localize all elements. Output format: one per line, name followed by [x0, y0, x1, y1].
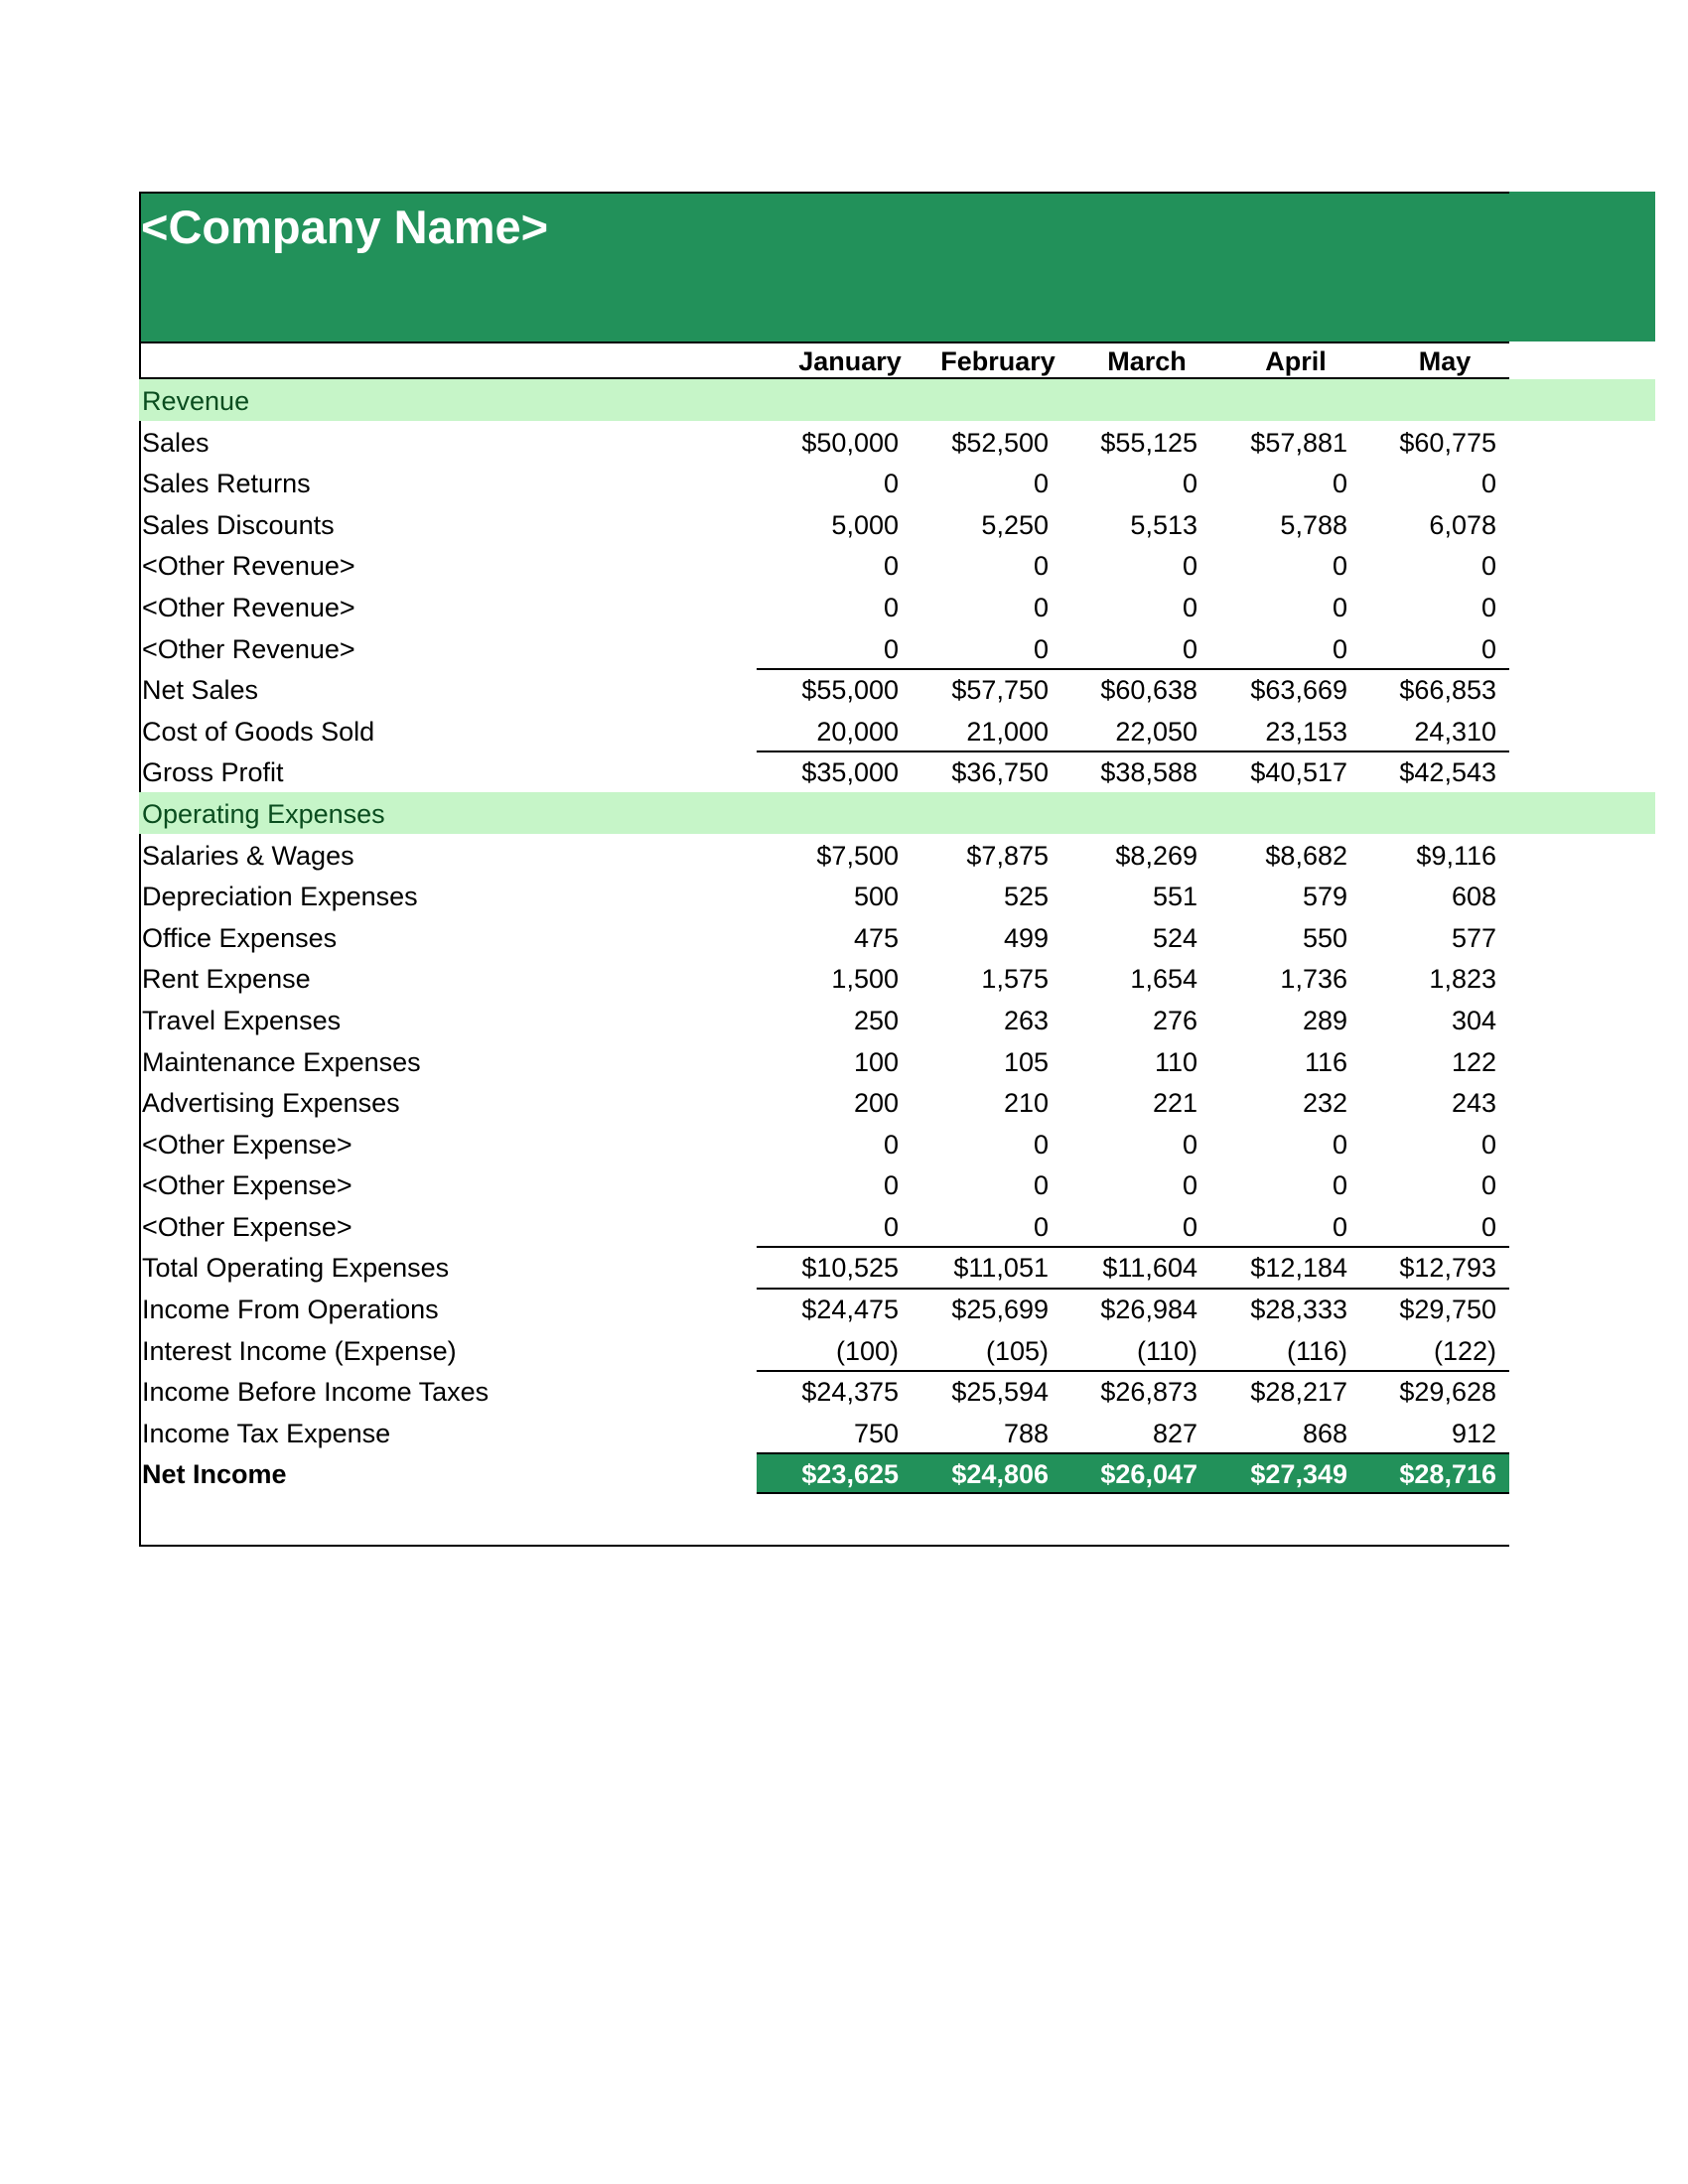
- row-label[interactable]: Cost of Goods Sold: [142, 716, 375, 747]
- value-cell-march[interactable]: 22,050: [1115, 716, 1197, 747]
- value-cell-january[interactable]: 0: [883, 551, 899, 582]
- value-cell-march[interactable]: 0: [1182, 592, 1197, 622]
- table-row: [139, 1288, 1655, 1329]
- value-cell-january[interactable]: 0: [883, 1129, 899, 1160]
- row-label[interactable]: Salaries & Wages: [142, 840, 354, 871]
- value-cell-march[interactable]: 1,654: [1130, 964, 1197, 995]
- row-label[interactable]: Net Income: [142, 1459, 287, 1490]
- value-cell-january[interactable]: 500: [853, 882, 899, 912]
- value-cell-february[interactable]: 0: [1033, 1129, 1049, 1160]
- table-row: [139, 668, 1655, 710]
- value-cell-april[interactable]: 5,788: [1280, 509, 1347, 540]
- row-label[interactable]: Income From Operations: [142, 1295, 439, 1325]
- value-cell-february[interactable]: (105): [985, 1335, 1049, 1366]
- table-row: [139, 751, 1655, 792]
- table-row: [139, 586, 1655, 627]
- row-label[interactable]: Rent Expense: [142, 964, 311, 995]
- table-row: [139, 710, 1655, 751]
- value-cell-january[interactable]: 20,000: [816, 716, 899, 747]
- value-cell-may[interactable]: $28,716: [1399, 1459, 1496, 1490]
- row-label[interactable]: Income Before Income Taxes: [142, 1377, 490, 1408]
- row-label[interactable]: <Other Expense>: [142, 1170, 352, 1201]
- value-cell-april[interactable]: 868: [1302, 1418, 1347, 1448]
- row-label[interactable]: Sales Discounts: [142, 509, 335, 540]
- value-cell-march[interactable]: $26,047: [1100, 1459, 1197, 1490]
- value-cell-april[interactable]: 0: [1332, 633, 1347, 664]
- row-label[interactable]: Depreciation Expenses: [142, 882, 418, 912]
- value-cell-february[interactable]: 499: [1003, 922, 1049, 953]
- value-cell-february[interactable]: $25,594: [951, 1377, 1049, 1408]
- value-cell-april[interactable]: $63,669: [1250, 675, 1347, 706]
- table-row: [139, 1081, 1655, 1123]
- row-label[interactable]: Sales: [142, 427, 210, 458]
- month-header-march[interactable]: March: [1107, 346, 1187, 376]
- value-cell-march[interactable]: $8,269: [1115, 840, 1197, 871]
- row-label[interactable]: Travel Expenses: [142, 1005, 342, 1035]
- value-cell-february[interactable]: 0: [1033, 1211, 1049, 1242]
- value-cell-march[interactable]: 524: [1152, 922, 1197, 953]
- value-cell-march[interactable]: 110: [1154, 1046, 1197, 1077]
- value-cell-april[interactable]: 0: [1332, 1211, 1347, 1242]
- total-rule: [757, 1246, 1509, 1248]
- value-cell-april[interactable]: 1,736: [1280, 964, 1347, 995]
- value-cell-january[interactable]: 475: [853, 922, 899, 953]
- table-row: [139, 834, 1655, 876]
- value-cell-may[interactable]: 6,078: [1429, 509, 1496, 540]
- value-cell-may[interactable]: $29,628: [1399, 1377, 1496, 1408]
- value-cell-march[interactable]: 276: [1152, 1005, 1197, 1035]
- value-cell-january[interactable]: $35,000: [801, 757, 899, 788]
- value-cell-april[interactable]: $57,881: [1250, 427, 1347, 458]
- value-cell-april[interactable]: 0: [1332, 1129, 1347, 1160]
- value-cell-february[interactable]: 105: [1003, 1046, 1049, 1077]
- value-cell-may[interactable]: $29,750: [1399, 1295, 1496, 1325]
- value-cell-march[interactable]: 0: [1182, 633, 1197, 664]
- value-cell-april[interactable]: $8,682: [1265, 840, 1347, 871]
- value-cell-january[interactable]: 1,500: [831, 964, 899, 995]
- row-label[interactable]: <Other Revenue>: [142, 633, 355, 664]
- value-cell-april[interactable]: $28,217: [1250, 1377, 1347, 1408]
- row-label[interactable]: <Other Revenue>: [142, 551, 355, 582]
- row-label[interactable]: Income Tax Expense: [142, 1418, 391, 1448]
- value-cell-march[interactable]: 221: [1152, 1088, 1197, 1119]
- value-cell-february[interactable]: $25,699: [951, 1295, 1049, 1325]
- value-cell-may[interactable]: 0: [1480, 592, 1496, 622]
- value-cell-february[interactable]: $57,750: [951, 675, 1049, 706]
- value-cell-february[interactable]: 0: [1033, 633, 1049, 664]
- value-cell-may[interactable]: 304: [1451, 1005, 1496, 1035]
- net-income-row: [139, 1452, 1655, 1494]
- table-row: [139, 1370, 1655, 1412]
- value-cell-march[interactable]: 5,513: [1130, 509, 1197, 540]
- value-cell-april[interactable]: 0: [1332, 592, 1347, 622]
- value-cell-january[interactable]: $24,375: [801, 1377, 899, 1408]
- value-cell-march[interactable]: 0: [1182, 1170, 1197, 1201]
- value-cell-february[interactable]: 0: [1033, 592, 1049, 622]
- value-cell-february[interactable]: $7,875: [966, 840, 1049, 871]
- value-cell-may[interactable]: 0: [1480, 469, 1496, 499]
- value-cell-january[interactable]: 0: [883, 1211, 899, 1242]
- value-cell-march[interactable]: $38,588: [1100, 757, 1197, 788]
- company-name[interactable]: <Company Name>: [141, 201, 549, 253]
- value-cell-january[interactable]: 750: [853, 1418, 899, 1448]
- table-row: [139, 1246, 1655, 1288]
- month-header-january[interactable]: January: [798, 346, 902, 376]
- table-row: [139, 957, 1655, 999]
- row-label[interactable]: Operating Expenses: [142, 798, 385, 829]
- total-rule: [757, 1288, 1509, 1290]
- value-cell-may[interactable]: 0: [1480, 1129, 1496, 1160]
- row-label[interactable]: Interest Income (Expense): [142, 1335, 457, 1366]
- value-cell-may[interactable]: 0: [1480, 1170, 1496, 1201]
- value-cell-april[interactable]: 579: [1302, 882, 1347, 912]
- value-cell-january[interactable]: 0: [883, 633, 899, 664]
- value-cell-january[interactable]: $55,000: [801, 675, 899, 706]
- section-header-row: [139, 379, 1655, 421]
- row-label[interactable]: <Other Expense>: [142, 1211, 352, 1242]
- table-row: [139, 503, 1655, 545]
- value-cell-april[interactable]: $27,349: [1250, 1459, 1347, 1490]
- table-row: [139, 875, 1655, 916]
- value-cell-january[interactable]: $7,500: [816, 840, 899, 871]
- value-cell-april[interactable]: 232: [1302, 1088, 1347, 1119]
- value-cell-may[interactable]: $12,793: [1399, 1253, 1496, 1284]
- value-cell-march[interactable]: 0: [1182, 1129, 1197, 1160]
- table-row: [139, 1040, 1655, 1082]
- table-row: [139, 1123, 1655, 1164]
- value-cell-february[interactable]: 5,250: [981, 509, 1049, 540]
- statement-rows: [139, 379, 1655, 1494]
- table-row: [139, 916, 1655, 958]
- total-rule: [757, 1370, 1509, 1372]
- value-cell-february[interactable]: 0: [1033, 551, 1049, 582]
- value-cell-march[interactable]: 0: [1182, 551, 1197, 582]
- value-cell-january[interactable]: 0: [883, 1170, 899, 1201]
- month-header-february[interactable]: February: [940, 346, 1055, 376]
- value-cell-march[interactable]: 551: [1152, 882, 1197, 912]
- month-header-may[interactable]: May: [1418, 346, 1472, 376]
- value-cell-march[interactable]: $26,873: [1100, 1377, 1197, 1408]
- value-cell-january[interactable]: 0: [883, 592, 899, 622]
- value-cell-may[interactable]: $66,853: [1399, 675, 1496, 706]
- value-cell-february[interactable]: $11,051: [953, 1253, 1049, 1284]
- value-cell-january[interactable]: $10,525: [801, 1253, 899, 1284]
- value-cell-may[interactable]: 912: [1451, 1418, 1496, 1448]
- value-cell-may[interactable]: 0: [1480, 551, 1496, 582]
- value-cell-may[interactable]: $60,775: [1399, 427, 1496, 458]
- table-row: [139, 999, 1655, 1040]
- value-cell-january[interactable]: 200: [853, 1088, 899, 1119]
- total-rule: [757, 668, 1509, 670]
- total-rule: [757, 751, 1509, 752]
- value-cell-january[interactable]: (100): [835, 1335, 899, 1366]
- value-cell-january[interactable]: 100: [853, 1046, 899, 1077]
- value-cell-april[interactable]: $28,333: [1250, 1295, 1347, 1325]
- table-row: [139, 421, 1655, 463]
- value-cell-january[interactable]: 5,000: [831, 509, 899, 540]
- value-cell-january[interactable]: 0: [883, 469, 899, 499]
- value-cell-april[interactable]: 116: [1304, 1046, 1347, 1077]
- value-cell-may[interactable]: $42,543: [1399, 757, 1496, 788]
- row-label[interactable]: Maintenance Expenses: [142, 1046, 421, 1077]
- value-cell-march[interactable]: $55,125: [1100, 427, 1197, 458]
- value-cell-february[interactable]: 21,000: [966, 716, 1049, 747]
- value-cell-january[interactable]: 250: [853, 1005, 899, 1035]
- value-cell-april[interactable]: $40,517: [1250, 757, 1347, 788]
- value-cell-february[interactable]: 263: [1003, 1005, 1049, 1035]
- value-cell-april[interactable]: 0: [1332, 551, 1347, 582]
- value-cell-may[interactable]: 122: [1451, 1046, 1496, 1077]
- value-cell-april[interactable]: $12,184: [1250, 1253, 1347, 1284]
- row-label[interactable]: <Other Expense>: [142, 1129, 352, 1160]
- table-row: [139, 462, 1655, 503]
- value-cell-february[interactable]: 525: [1003, 882, 1049, 912]
- value-cell-february[interactable]: 0: [1033, 1170, 1049, 1201]
- value-cell-april[interactable]: 0: [1332, 469, 1347, 499]
- value-cell-february[interactable]: 788: [1003, 1418, 1049, 1448]
- value-cell-february[interactable]: $24,806: [951, 1459, 1049, 1490]
- month-header-april[interactable]: April: [1265, 346, 1327, 376]
- row-label[interactable]: Gross Profit: [142, 757, 284, 788]
- value-cell-april[interactable]: 23,153: [1265, 716, 1347, 747]
- row-label[interactable]: Advertising Expenses: [142, 1088, 400, 1119]
- value-cell-february[interactable]: $52,500: [951, 427, 1049, 458]
- month-header-row: [139, 341, 1509, 379]
- value-cell-march[interactable]: 0: [1182, 469, 1197, 499]
- value-cell-january[interactable]: $50,000: [801, 427, 899, 458]
- table-row: [139, 627, 1655, 669]
- value-cell-may[interactable]: 24,310: [1414, 716, 1496, 747]
- value-cell-march[interactable]: $11,604: [1102, 1253, 1197, 1284]
- value-cell-april[interactable]: (116): [1286, 1335, 1347, 1366]
- table-row: [139, 544, 1655, 586]
- row-label[interactable]: Revenue: [142, 386, 250, 416]
- value-cell-january[interactable]: $23,625: [801, 1459, 899, 1490]
- value-cell-february[interactable]: 210: [1003, 1088, 1049, 1119]
- value-cell-february[interactable]: 0: [1033, 469, 1049, 499]
- value-cell-february[interactable]: $36,750: [951, 757, 1049, 788]
- value-cell-april[interactable]: 550: [1302, 922, 1347, 953]
- value-cell-may[interactable]: 243: [1451, 1088, 1496, 1119]
- value-cell-march[interactable]: (110): [1136, 1335, 1197, 1366]
- table-row: [139, 1329, 1655, 1371]
- value-cell-may[interactable]: 0: [1480, 633, 1496, 664]
- row-label[interactable]: Net Sales: [142, 675, 259, 706]
- value-cell-march[interactable]: 827: [1152, 1418, 1197, 1448]
- value-cell-march[interactable]: $60,638: [1100, 675, 1197, 706]
- value-cell-may[interactable]: 577: [1451, 922, 1496, 953]
- value-cell-may[interactable]: 608: [1451, 882, 1496, 912]
- section-header-row: [139, 792, 1655, 834]
- row-label[interactable]: Office Expenses: [142, 922, 338, 953]
- value-cell-march[interactable]: 0: [1182, 1211, 1197, 1242]
- table-row: [139, 1412, 1655, 1453]
- value-cell-may[interactable]: (122): [1433, 1335, 1496, 1366]
- row-label[interactable]: Total Operating Expenses: [142, 1253, 450, 1284]
- row-label[interactable]: Sales Returns: [142, 469, 311, 499]
- value-cell-april[interactable]: 289: [1302, 1005, 1347, 1035]
- value-cell-may[interactable]: $9,116: [1416, 840, 1496, 871]
- value-cell-may[interactable]: 1,823: [1429, 964, 1496, 995]
- value-cell-january[interactable]: $24,475: [801, 1295, 899, 1325]
- value-cell-february[interactable]: 1,575: [981, 964, 1049, 995]
- value-cell-march[interactable]: $26,984: [1100, 1295, 1197, 1325]
- row-label[interactable]: <Other Revenue>: [142, 592, 355, 622]
- table-row: [139, 1163, 1655, 1205]
- value-cell-may[interactable]: 0: [1480, 1211, 1496, 1242]
- table-row: [139, 1205, 1655, 1247]
- value-cell-april[interactable]: 0: [1332, 1170, 1347, 1201]
